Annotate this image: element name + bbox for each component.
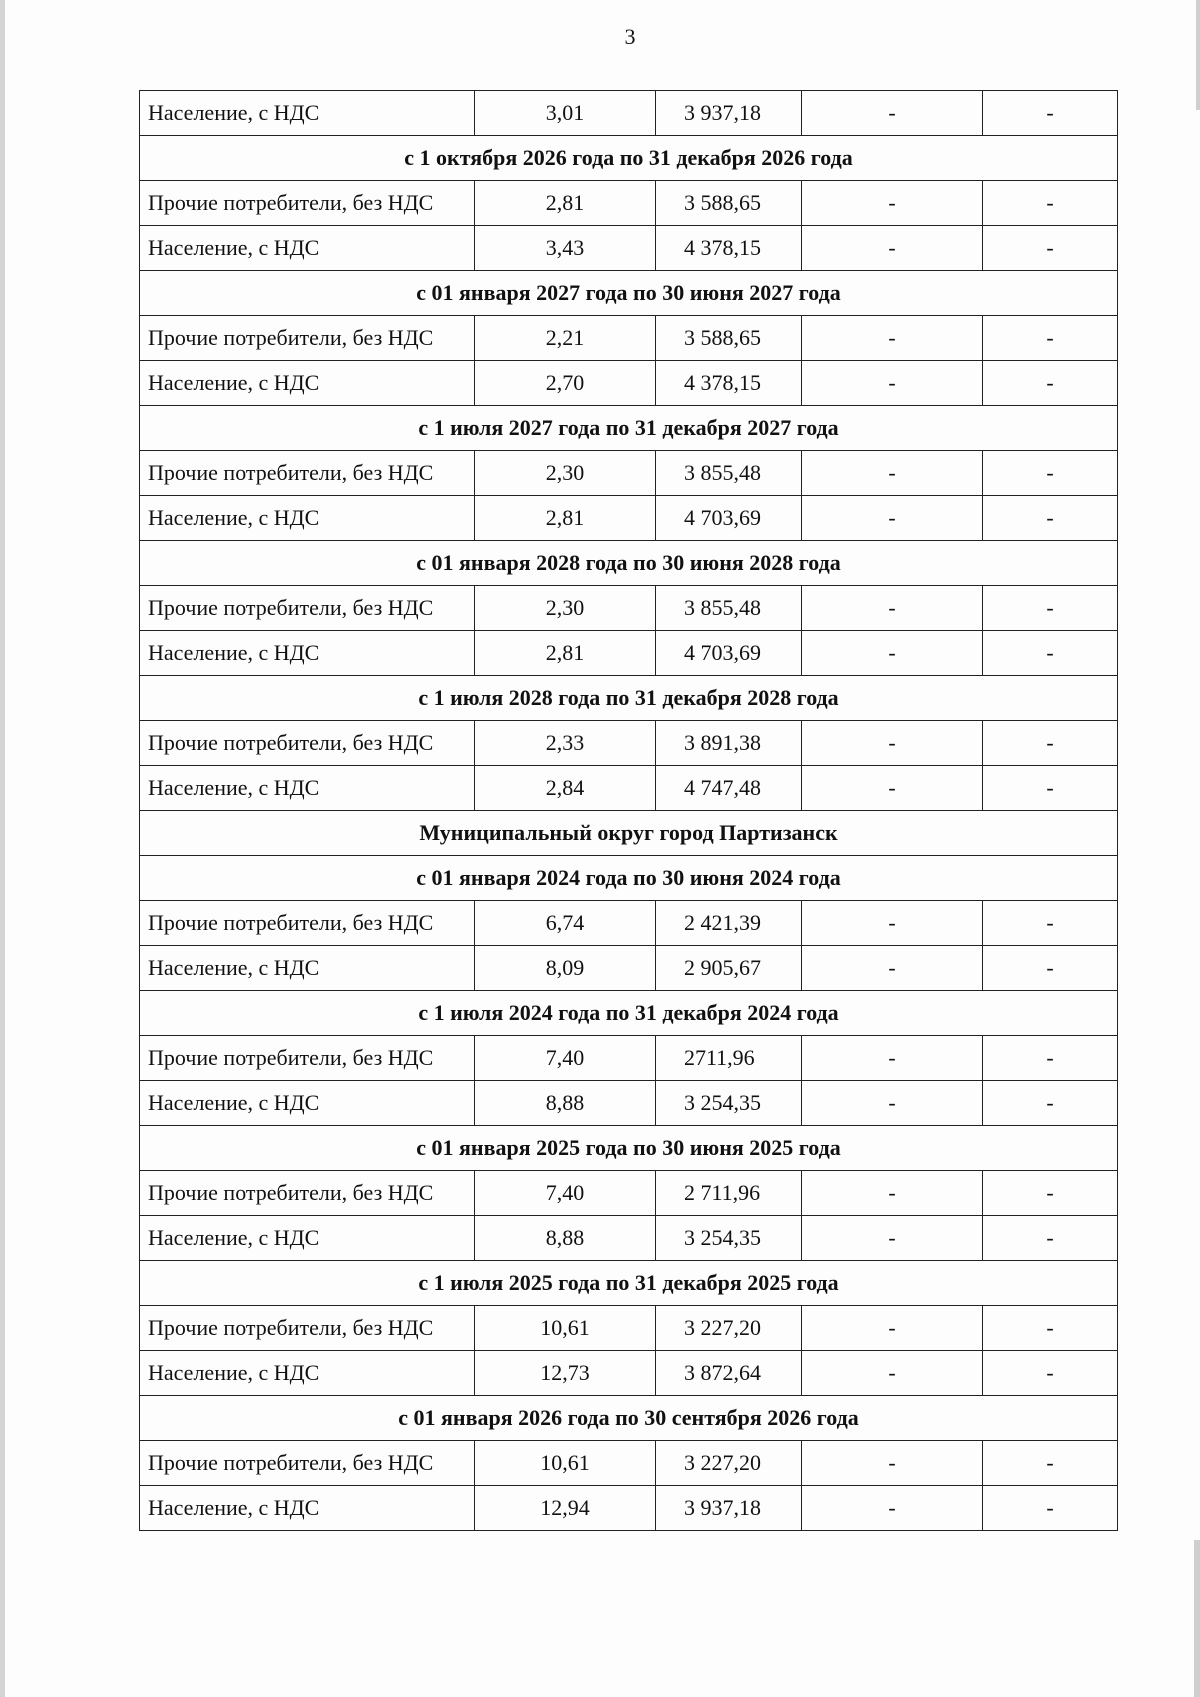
consumer-label: Прочие потребители, без НДС xyxy=(140,1306,475,1351)
price-value: 4 378,15 xyxy=(656,361,802,406)
table-row xyxy=(140,901,1118,946)
empty-value: - xyxy=(983,451,1118,496)
rate-value: 12,94 xyxy=(475,1486,656,1531)
price-value: 3 891,38 xyxy=(656,721,802,766)
empty-value: - xyxy=(802,1306,983,1351)
price-value: 3 227,20 xyxy=(656,1306,802,1351)
empty-value: - xyxy=(983,1306,1118,1351)
empty-value: - xyxy=(983,721,1118,766)
price-value: 2 421,39 xyxy=(656,901,802,946)
empty-value: - xyxy=(802,721,983,766)
rate-value: 2,33 xyxy=(475,721,656,766)
period-row xyxy=(140,136,1118,181)
page-number: 3 xyxy=(624,24,636,49)
consumer-label: Прочие потребители, без НДС xyxy=(140,316,475,361)
table-row xyxy=(140,226,1118,271)
empty-value: - xyxy=(802,766,983,811)
empty-value: - xyxy=(802,586,983,631)
rate-value: 7,40 xyxy=(475,1036,656,1081)
table-row xyxy=(140,1351,1118,1396)
period-row xyxy=(140,1396,1118,1441)
empty-value: - xyxy=(802,496,983,541)
consumer-label: Население, с НДС xyxy=(140,631,475,676)
price-value: 2 711,96 xyxy=(656,1171,802,1216)
price-value: 4 747,48 xyxy=(656,766,802,811)
table-row xyxy=(140,721,1118,766)
consumer-label: Население, с НДС xyxy=(140,226,475,271)
scan-edge-right xyxy=(1196,0,1200,110)
rate-value: 2,81 xyxy=(475,631,656,676)
empty-value: - xyxy=(802,1216,983,1261)
price-value: 4 378,15 xyxy=(656,226,802,271)
price-value: 3 588,65 xyxy=(656,316,802,361)
empty-value: - xyxy=(983,496,1118,541)
table-row xyxy=(140,1441,1118,1486)
price-value: 3 227,20 xyxy=(656,1441,802,1486)
empty-value: - xyxy=(983,1036,1118,1081)
rate-value: 3,43 xyxy=(475,226,656,271)
period-row xyxy=(140,271,1118,316)
table-row xyxy=(140,586,1118,631)
period-heading: с 1 июля 2024 года по 31 декабря 2024 года xyxy=(140,991,1118,1036)
empty-value: - xyxy=(983,766,1118,811)
period-heading: с 01 января 2025 года по 30 июня 2025 года xyxy=(140,1126,1118,1171)
price-value: 3 937,18 xyxy=(656,1486,802,1531)
consumer-label: Прочие потребители, без НДС xyxy=(140,1171,475,1216)
rate-value: 2,70 xyxy=(475,361,656,406)
empty-value: - xyxy=(802,1081,983,1126)
price-value: 3 872,64 xyxy=(656,1351,802,1396)
section-heading: Муниципальный округ город Партизанск xyxy=(140,811,1118,856)
period-heading: с 01 января 2024 года по 30 июня 2024 года xyxy=(140,856,1118,901)
price-value: 3 855,48 xyxy=(656,451,802,496)
empty-value: - xyxy=(802,1036,983,1081)
consumer-label: Население, с НДС xyxy=(140,766,475,811)
empty-value: - xyxy=(983,1171,1118,1216)
consumer-label: Прочие потребители, без НДС xyxy=(140,901,475,946)
empty-value: - xyxy=(983,361,1118,406)
table-row xyxy=(140,946,1118,991)
period-row xyxy=(140,1261,1118,1306)
empty-value: - xyxy=(983,91,1118,136)
price-value: 3 855,48 xyxy=(656,586,802,631)
consumer-label: Население, с НДС xyxy=(140,496,475,541)
empty-value: - xyxy=(802,1171,983,1216)
empty-value: - xyxy=(983,901,1118,946)
empty-value: - xyxy=(983,316,1118,361)
empty-value: - xyxy=(802,181,983,226)
table-row xyxy=(140,451,1118,496)
period-heading: с 1 июля 2028 года по 31 декабря 2028 года xyxy=(140,676,1118,721)
consumer-label: Население, с НДС xyxy=(140,1081,475,1126)
empty-value: - xyxy=(983,1081,1118,1126)
scan-edge-left xyxy=(0,0,5,1697)
period-row xyxy=(140,1126,1118,1171)
table-row xyxy=(140,1171,1118,1216)
consumer-label: Население, с НДС xyxy=(140,361,475,406)
period-row xyxy=(140,676,1118,721)
empty-value: - xyxy=(802,361,983,406)
rate-value: 12,73 xyxy=(475,1351,656,1396)
empty-value: - xyxy=(983,1486,1118,1531)
table-row xyxy=(140,631,1118,676)
consumer-label: Население, с НДС xyxy=(140,91,475,136)
consumer-label: Население, с НДС xyxy=(140,1351,475,1396)
period-heading: с 1 октября 2026 года по 31 декабря 2026 года xyxy=(140,136,1118,181)
empty-value: - xyxy=(983,181,1118,226)
rate-value: 6,74 xyxy=(475,901,656,946)
empty-value: - xyxy=(983,1216,1118,1261)
table-row xyxy=(140,1306,1118,1351)
rate-value: 7,40 xyxy=(475,1171,656,1216)
empty-value: - xyxy=(802,451,983,496)
rate-value: 8,88 xyxy=(475,1216,656,1261)
consumer-label: Население, с НДС xyxy=(140,1216,475,1261)
empty-value: - xyxy=(802,91,983,136)
period-heading: с 01 января 2026 года по 30 сентября 2026 года xyxy=(140,1396,1118,1441)
table-row xyxy=(140,91,1118,136)
price-value: 3 937,18 xyxy=(656,91,802,136)
empty-value: - xyxy=(802,316,983,361)
period-row xyxy=(140,856,1118,901)
table-row xyxy=(140,316,1118,361)
empty-value: - xyxy=(802,901,983,946)
rate-value: 8,09 xyxy=(475,946,656,991)
rate-value: 2,21 xyxy=(475,316,656,361)
period-heading: с 01 января 2028 года по 30 июня 2028 года xyxy=(140,541,1118,586)
period-row xyxy=(140,991,1118,1036)
empty-value: - xyxy=(983,1351,1118,1396)
price-value: 3 588,65 xyxy=(656,181,802,226)
consumer-label: Прочие потребители, без НДС xyxy=(140,451,475,496)
period-heading: с 1 июля 2025 года по 31 декабря 2025 года xyxy=(140,1261,1118,1306)
table-row xyxy=(140,1036,1118,1081)
rate-value: 10,61 xyxy=(475,1306,656,1351)
empty-value: - xyxy=(983,1441,1118,1486)
empty-value: - xyxy=(802,631,983,676)
empty-value: - xyxy=(802,1441,983,1486)
price-value: 3 254,35 xyxy=(656,1081,802,1126)
table-row xyxy=(140,181,1118,226)
table-row xyxy=(140,766,1118,811)
rate-value: 10,61 xyxy=(475,1441,656,1486)
table-row xyxy=(140,1216,1118,1261)
period-row xyxy=(140,541,1118,586)
price-value: 3 254,35 xyxy=(656,1216,802,1261)
empty-value: - xyxy=(802,1351,983,1396)
consumer-label: Население, с НДС xyxy=(140,946,475,991)
empty-value: - xyxy=(802,946,983,991)
price-value: 2 905,67 xyxy=(656,946,802,991)
rate-value: 2,30 xyxy=(475,451,656,496)
period-row xyxy=(140,406,1118,451)
table-row xyxy=(140,361,1118,406)
rate-value: 8,88 xyxy=(475,1081,656,1126)
table-row xyxy=(140,1486,1118,1531)
table-row xyxy=(140,496,1118,541)
table-row xyxy=(140,1081,1118,1126)
scan-edge-right-lower xyxy=(1194,1540,1200,1697)
consumer-label: Прочие потребители, без НДС xyxy=(140,586,475,631)
empty-value: - xyxy=(983,946,1118,991)
period-heading: с 1 июля 2027 года по 31 декабря 2027 года xyxy=(140,406,1118,451)
rate-value: 2,84 xyxy=(475,766,656,811)
price-value: 4 703,69 xyxy=(656,631,802,676)
tariff-table xyxy=(139,90,1118,1531)
tariff-table-body xyxy=(140,91,1118,1531)
consumer-label: Прочие потребители, без НДС xyxy=(140,721,475,766)
empty-value: - xyxy=(802,226,983,271)
empty-value: - xyxy=(983,631,1118,676)
consumer-label: Население, с НДС xyxy=(140,1486,475,1531)
empty-value: - xyxy=(802,1486,983,1531)
price-value: 4 703,69 xyxy=(656,496,802,541)
rate-value: 2,81 xyxy=(475,181,656,226)
rate-value: 3,01 xyxy=(475,91,656,136)
consumer-label: Прочие потребители, без НДС xyxy=(140,1441,475,1486)
section-row xyxy=(140,811,1118,856)
rate-value: 2,81 xyxy=(475,496,656,541)
consumer-label: Прочие потребители, без НДС xyxy=(140,181,475,226)
rate-value: 2,30 xyxy=(475,586,656,631)
price-value: 2711,96 xyxy=(656,1036,802,1081)
period-heading: с 01 января 2027 года по 30 июня 2027 года xyxy=(140,271,1118,316)
empty-value: - xyxy=(983,586,1118,631)
empty-value: - xyxy=(983,226,1118,271)
consumer-label: Прочие потребители, без НДС xyxy=(140,1036,475,1081)
